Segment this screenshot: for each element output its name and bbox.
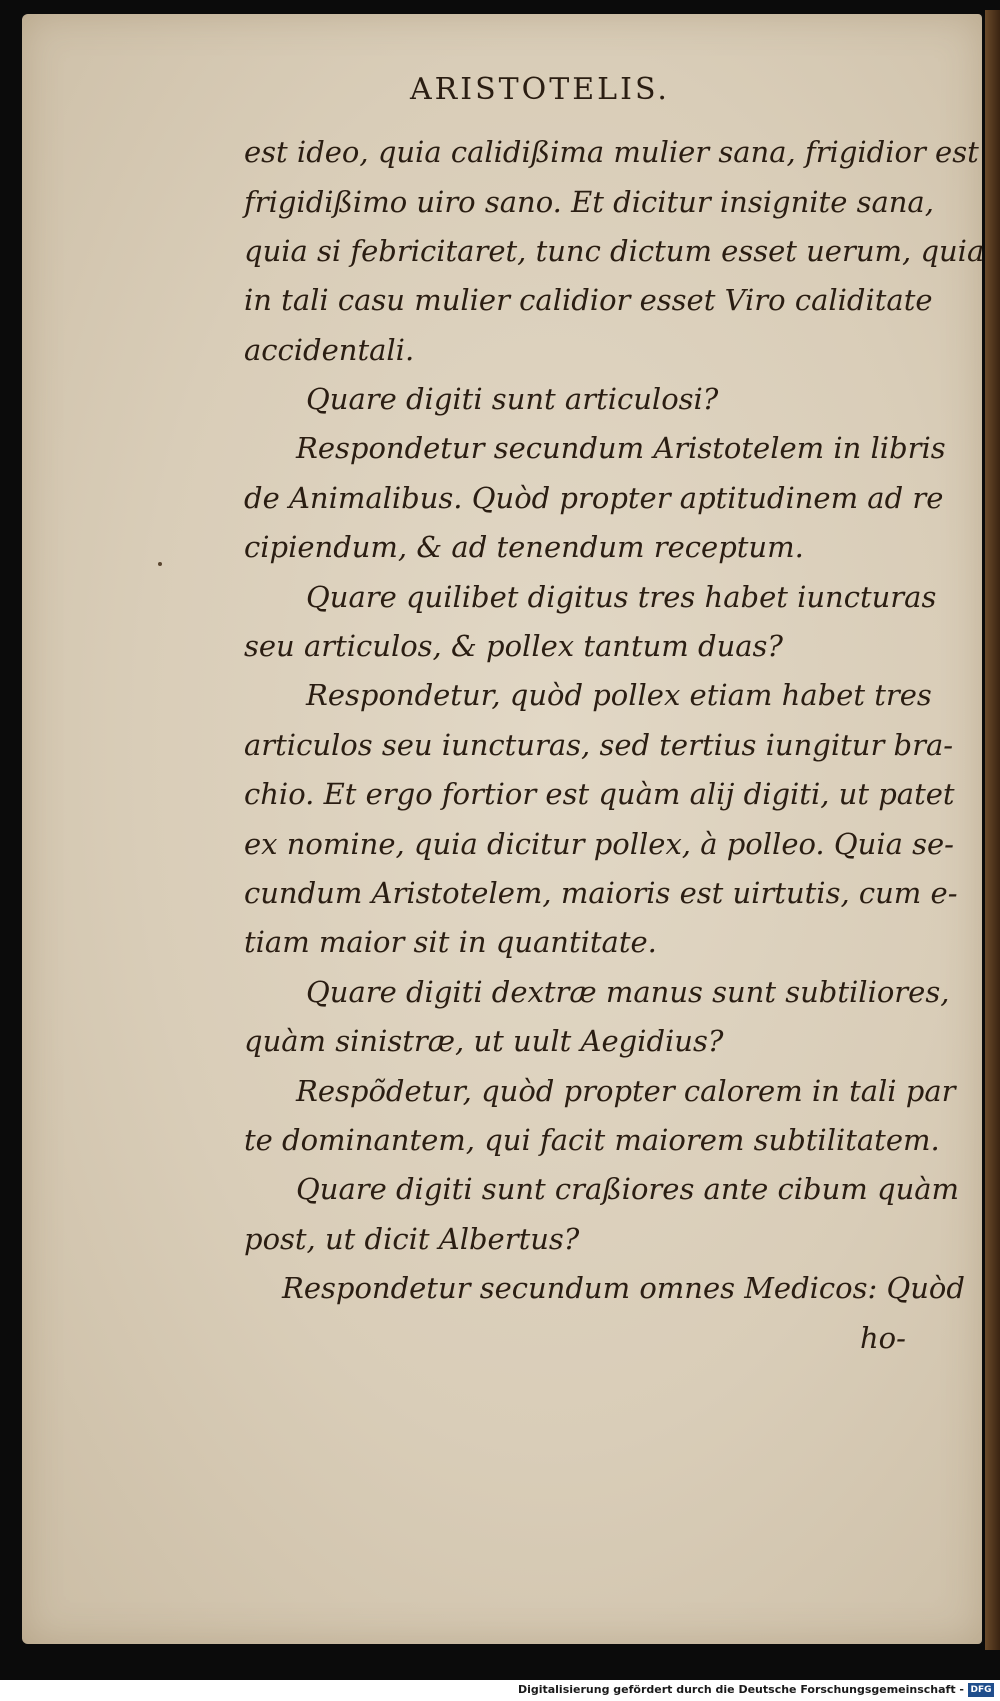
text-line: cipiendum, & ad tenendum receptum. xyxy=(244,530,804,564)
text-line: Respõdetur, quòd propter calorem in tali par xyxy=(296,1074,956,1108)
text-line: Respondetur secundum omnes Medicos: Quòd xyxy=(282,1271,965,1305)
text-line: post, ut dicit Albertus? xyxy=(244,1222,580,1256)
text-line: Quare quilibet digitus tres habet iuncturas xyxy=(306,580,937,614)
text-line: frigidißimo uiro sano. Et dicitur insignite sana, xyxy=(244,185,934,219)
text-line: Respondetur secundum Aristotelem in libris xyxy=(296,431,946,465)
text-line: Quare digiti sunt craßiores ante cibum quàm xyxy=(296,1172,960,1206)
text-line: cundum Aristotelem, maioris est uirtutis, cum e- xyxy=(244,876,958,910)
page-edge xyxy=(985,10,1000,1650)
text-line: quia si febricitaret, tunc dictum esset uerum, quia xyxy=(244,234,985,268)
catchword: ho- xyxy=(860,1321,906,1355)
text-line: te dominantem, qui facit maiorem subtilitatem. xyxy=(244,1123,940,1157)
running-head: ARISTOTELIS. xyxy=(410,72,670,107)
text-line: tiam maior sit in quantitate. xyxy=(244,925,657,959)
text-line: accidentali. xyxy=(244,333,415,367)
footer-bar xyxy=(0,1680,1000,1701)
text-line: in tali casu mulier calidior esset Viro caliditate xyxy=(244,283,933,317)
footer-credit: Digitalisierung gefördert durch die Deutsche Forschungsgemeinschaft - xyxy=(517,1683,964,1696)
dfg-logo: DFG xyxy=(968,1683,994,1697)
text-line: seu articulos, & pollex tantum duas? xyxy=(244,629,783,663)
text-line: est ideo, quia calidißima mulier sana, frigidior est xyxy=(244,135,979,169)
text-line: de Animalibus. Quòd propter aptitudinem ad re xyxy=(244,481,944,515)
text-line: Respondetur, quòd pollex etiam habet tres xyxy=(306,678,932,712)
text-line: Quare digiti dextræ manus sunt subtiliores, xyxy=(306,975,950,1009)
text-line: quàm sinistræ, ut uult Aegidius? xyxy=(244,1024,724,1058)
text-line: ex nomine, quia dicitur pollex, à polleo. Quia se- xyxy=(244,827,954,861)
text-line: articulos seu iuncturas, sed tertius iungitur bra- xyxy=(244,728,954,762)
paper-speck xyxy=(158,562,162,566)
text-line: Quare digiti sunt articulosi? xyxy=(306,382,719,416)
text-line: chio. Et ergo fortior est quàm alij digiti, ut patet xyxy=(244,777,955,811)
